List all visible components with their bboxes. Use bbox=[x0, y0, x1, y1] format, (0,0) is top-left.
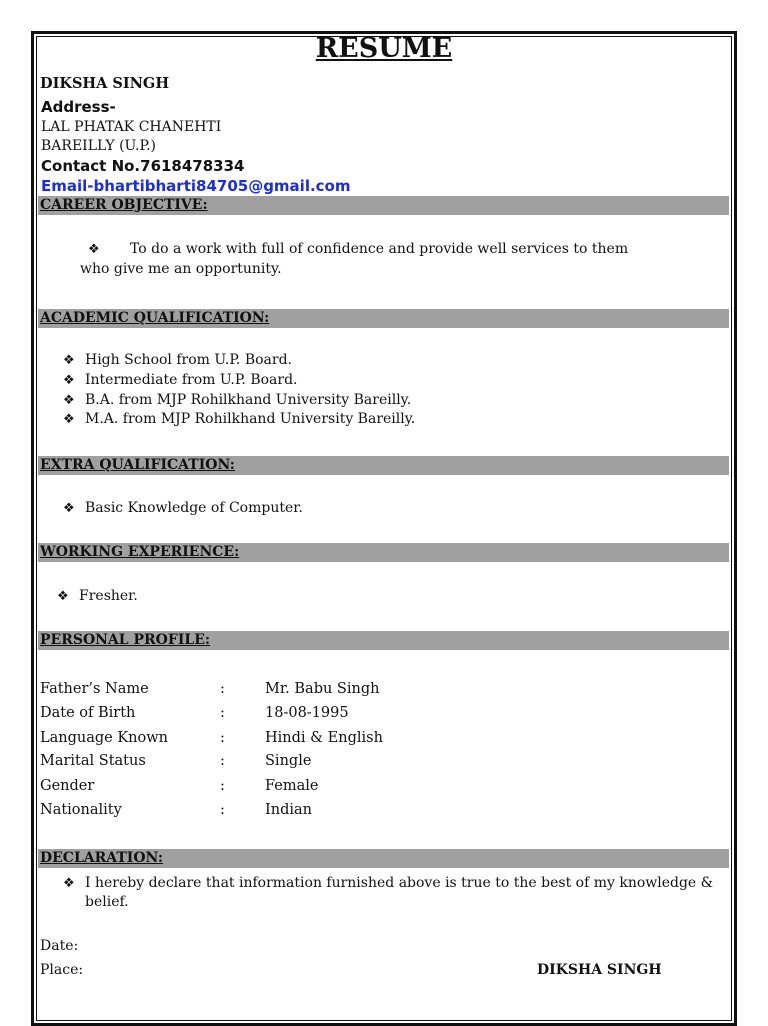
career-objective-line-2: who give me an opportunity. bbox=[80, 261, 282, 277]
section-bar-personal bbox=[38, 631, 729, 650]
section-heading-experience: WORKING EXPERIENCE: bbox=[40, 544, 240, 560]
profile-value: 18-08-1995 bbox=[265, 705, 349, 721]
address-label: Address- bbox=[41, 98, 116, 116]
section-bar-academic bbox=[38, 309, 729, 328]
address-line-1: LAL PHATAK CHANEHTI bbox=[41, 119, 222, 135]
profile-value: Indian bbox=[265, 802, 312, 818]
document-title: RESUME bbox=[315, 33, 453, 64]
contact-number: Contact No.7618478334 bbox=[41, 157, 245, 175]
email-address: Email-bhartibharti84705@gmail.com bbox=[41, 177, 351, 195]
bullet-diamond-icon: ❖ bbox=[63, 501, 75, 516]
profile-separator: : bbox=[220, 753, 225, 769]
candidate-name: DIKSHA SINGH bbox=[40, 75, 170, 92]
date-label: Date: bbox=[40, 938, 79, 954]
section-heading-declaration: DECLARATION: bbox=[40, 850, 164, 866]
profile-value: Mr. Babu Singh bbox=[265, 681, 380, 697]
academic-item: ❖ B.A. from MJP Rohilkhand University Bareilly. bbox=[63, 392, 412, 408]
profile-separator: : bbox=[220, 802, 225, 818]
profile-value: Hindi & English bbox=[265, 730, 383, 746]
profile-key: Marital Status bbox=[40, 753, 146, 769]
profile-separator: : bbox=[220, 778, 225, 794]
section-bar-experience bbox=[38, 543, 729, 562]
bullet-diamond-icon: ❖ bbox=[63, 876, 75, 891]
section-bar-career-objective bbox=[38, 196, 729, 215]
section-bar-declaration bbox=[38, 849, 729, 868]
extra-item: ❖ Basic Knowledge of Computer. bbox=[63, 500, 303, 516]
profile-key: Date of Birth bbox=[40, 705, 136, 721]
section-heading-academic: ACADEMIC QUALIFICATION: bbox=[40, 310, 270, 326]
bullet-diamond-icon: ❖ bbox=[63, 353, 75, 368]
profile-value: Single bbox=[265, 753, 312, 769]
academic-item: ❖ High School from U.P. Board. bbox=[63, 352, 292, 368]
place-label: Place: bbox=[40, 962, 84, 978]
declaration-line-2: belief. bbox=[85, 894, 129, 910]
profile-value: Female bbox=[265, 778, 319, 794]
profile-separator: : bbox=[220, 681, 225, 697]
profile-separator: : bbox=[220, 730, 225, 746]
profile-separator: : bbox=[220, 705, 225, 721]
bullet-diamond-icon: ❖ bbox=[57, 589, 69, 604]
declaration-line-1: ❖ I hereby declare that information furnished above is true to the best of my knowledge & bbox=[63, 875, 714, 891]
profile-key: Nationality bbox=[40, 802, 122, 818]
profile-key: Gender bbox=[40, 778, 95, 794]
academic-item: ❖ M.A. from MJP Rohilkhand University Bareilly. bbox=[63, 411, 416, 427]
career-objective-line-1: ❖ To do a work with full of confidence and provide well services to them bbox=[88, 241, 629, 257]
section-heading-extra: EXTRA QUALIFICATION: bbox=[40, 457, 235, 473]
address-line-2: BAREILLY (U.P.) bbox=[41, 138, 157, 154]
experience-item: ❖ Fresher. bbox=[57, 588, 138, 604]
profile-key: Father’s Name bbox=[40, 681, 149, 697]
bullet-diamond-icon: ❖ bbox=[63, 412, 75, 427]
bullet-diamond-icon: ❖ bbox=[88, 242, 100, 257]
academic-item: ❖ Intermediate from U.P. Board. bbox=[63, 372, 298, 388]
section-heading-career-objective: CAREER OBJECTIVE: bbox=[40, 197, 208, 213]
bullet-diamond-icon: ❖ bbox=[63, 393, 75, 408]
section-bar-extra bbox=[38, 456, 729, 475]
section-heading-personal: PERSONAL PROFILE: bbox=[40, 632, 211, 648]
signature-name: DIKSHA SINGH bbox=[537, 962, 662, 978]
profile-key: Language Known bbox=[40, 730, 169, 746]
bullet-diamond-icon: ❖ bbox=[63, 373, 75, 388]
